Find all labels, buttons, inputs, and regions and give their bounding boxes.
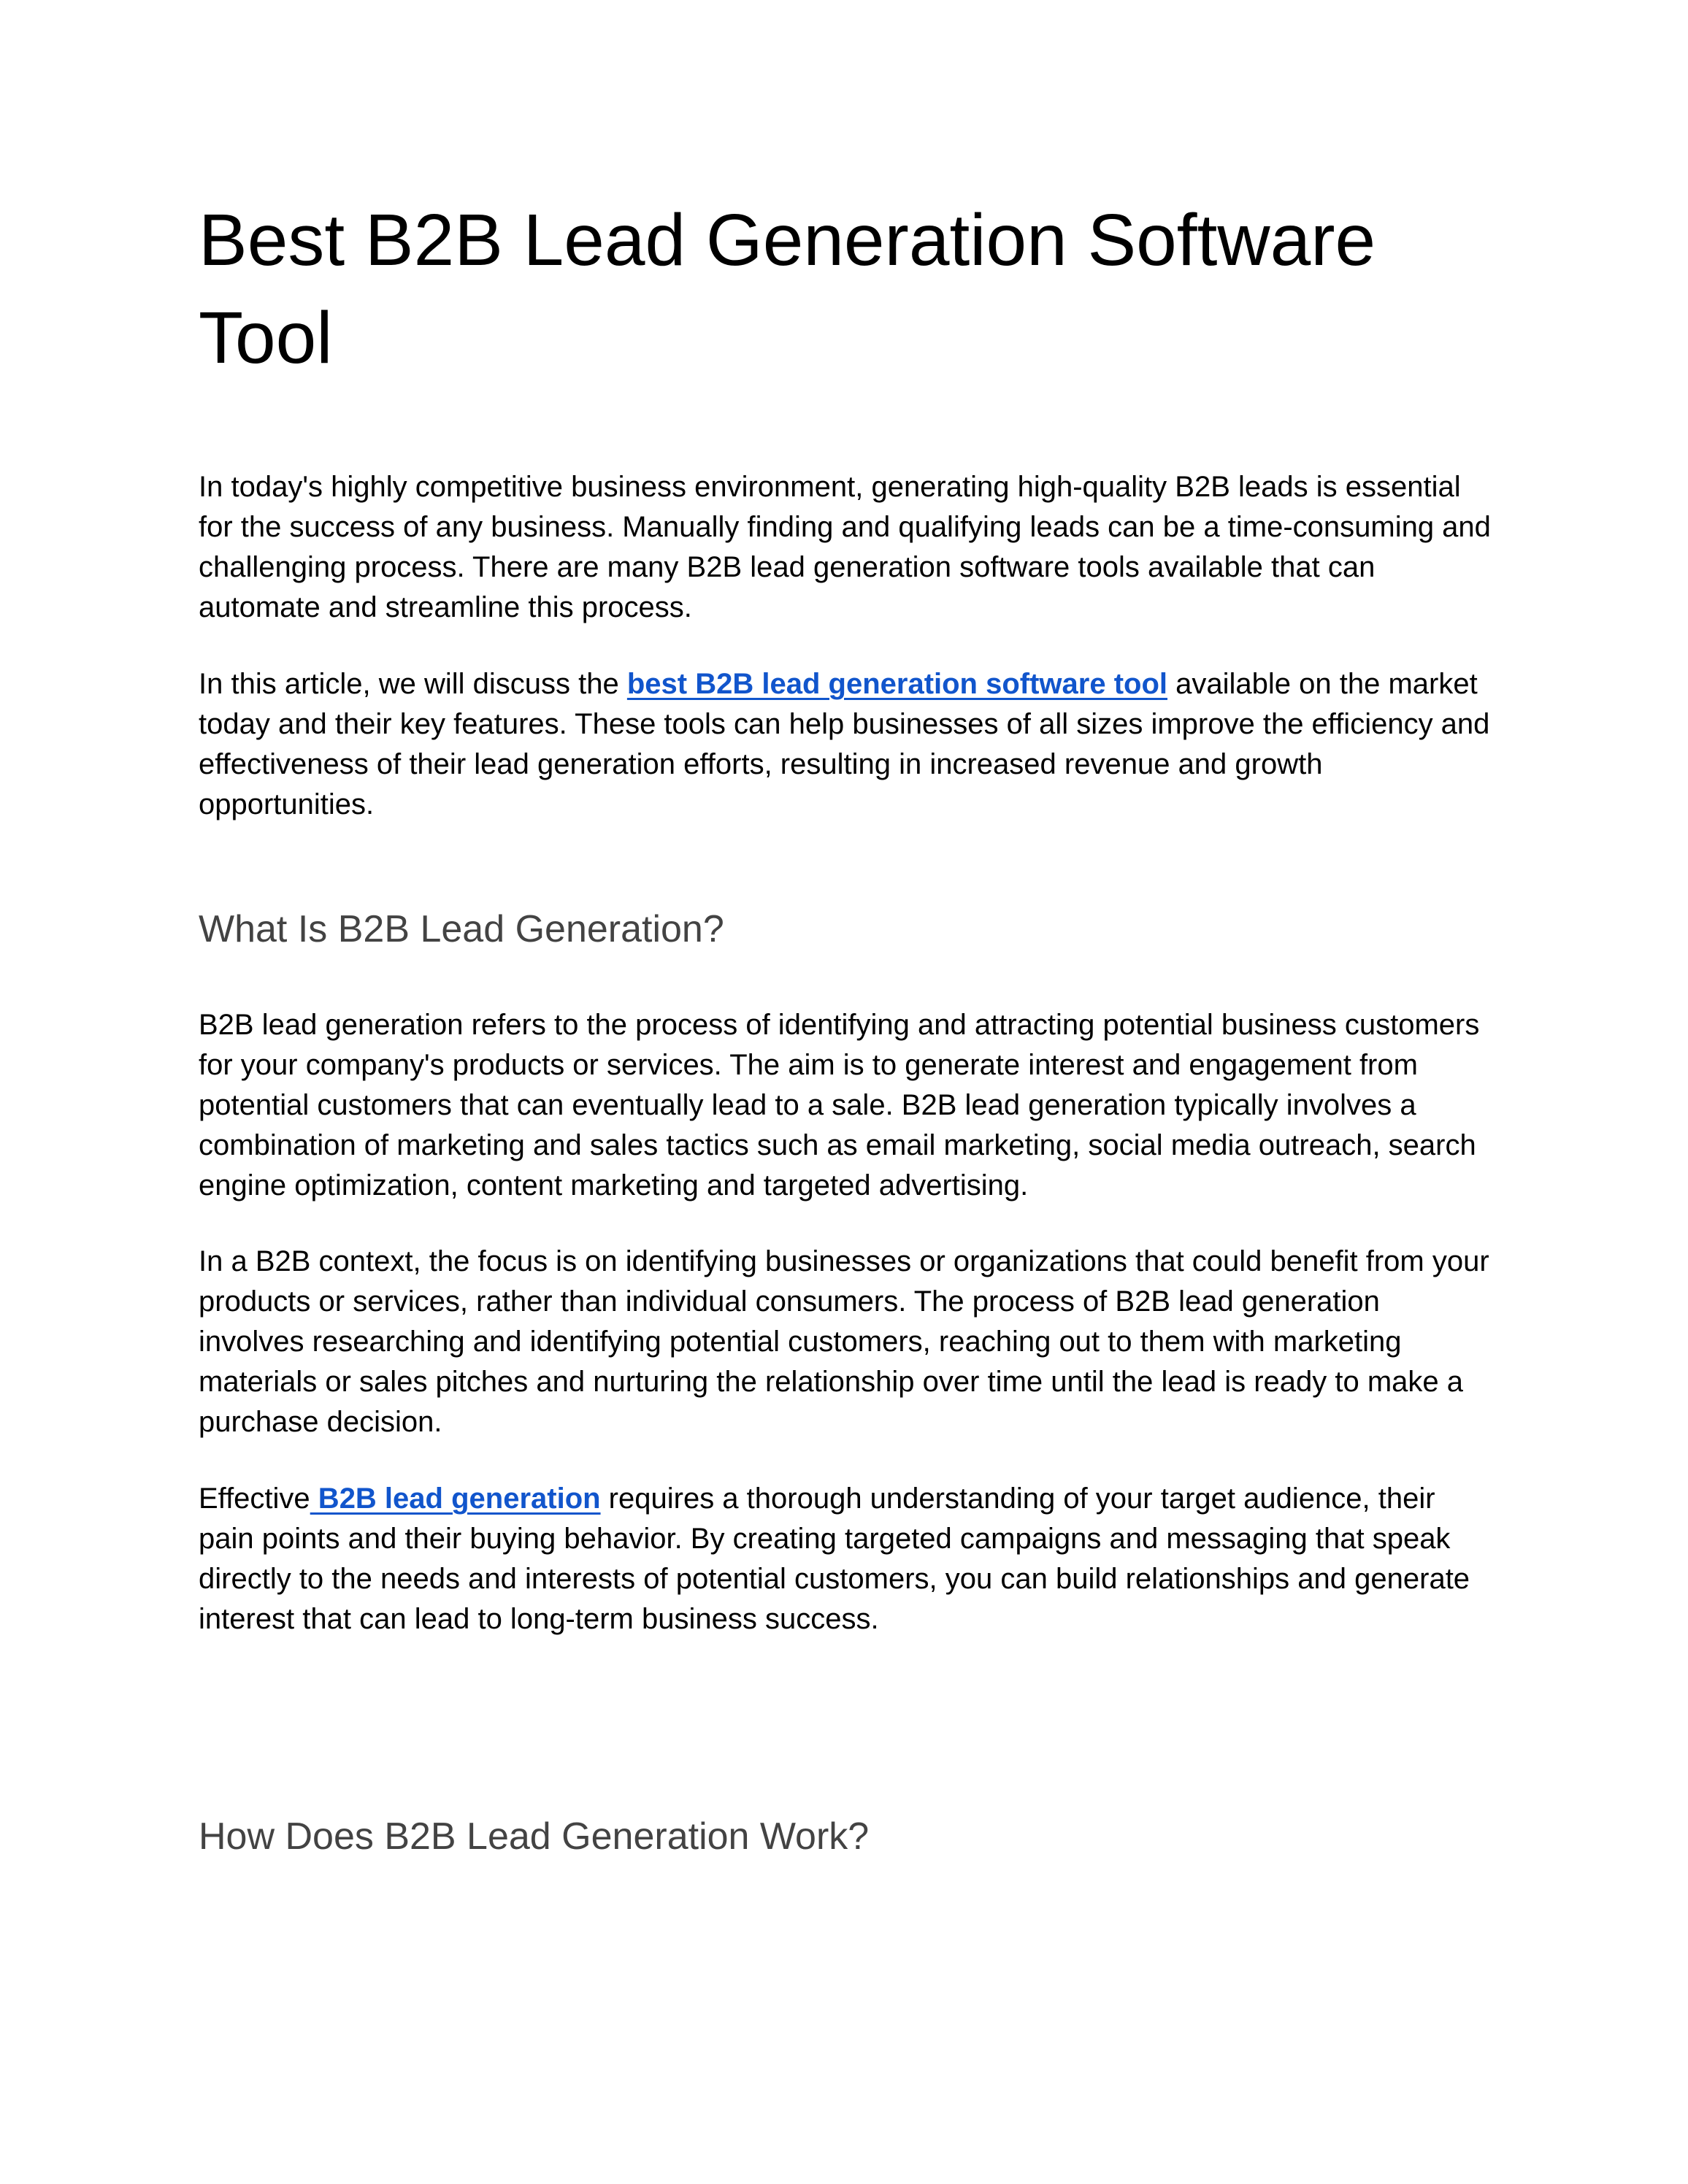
section-heading-how-does-b2b-lead-generation-work: How Does B2B Lead Generation Work? bbox=[199, 1815, 870, 1858]
section1-paragraph-3-text-before: Effective bbox=[199, 1483, 310, 1515]
article-paragraph-text-after: available on the market today and their key features. These tools can help businesses of all sizes improve the efficiency and effectiveness of their lead generation efforts, resulting in increased revenue and growth opportunities. bbox=[199, 668, 1490, 820]
section1-paragraph-2: In a B2B context, the focus is on identifying businesses or organizations that could benefit from your products or services, rather than individual consumers. The process of B2B lead generation involves researching and identifying potential customers, reaching out to them with marketing materials or sales pitches and nurturing the relationship over time until the lead is ready to make a purchase decision. bbox=[199, 1245, 1489, 1438]
article-paragraph bbox=[199, 664, 1491, 825]
document-title: Best B2B Lead Generation Software Tool bbox=[199, 199, 1376, 379]
b2b-lead-generation-link[interactable]: B2B lead generation bbox=[310, 1483, 601, 1515]
section1-paragraph-3 bbox=[199, 1479, 1491, 1639]
article-paragraph-text-before: In this article, we will discuss the bbox=[199, 668, 627, 700]
intro-paragraph: In today's highly competitive business environment, generating high-quality B2B leads is essential for the success of any business. Manually finding and qualifying leads can be a time-consuming and challenging process. There are many B2B lead generation software tools available that can automate and streamline this process. bbox=[199, 471, 1491, 623]
section1-paragraph-3-text-after: requires a thorough understanding of your target audience, their pain points and their buying behavior. By creating targeted campaigns and messaging that speak directly to the needs and interests of potential customers, you can build relationships and generate interest that can lead to long-term business success. bbox=[199, 1483, 1470, 1635]
section-heading-what-is-b2b-lead-generation: What Is B2B Lead Generation? bbox=[199, 908, 724, 950]
section1-paragraph-1: B2B lead generation refers to the process of identifying and attracting potential business customers for your company's products or services. The aim is to generate interest and engagement from potential customers that can eventually lead to a sale. B2B lead generation typically involves a combination of marketing and sales tactics such as email marketing, social media outreach, search engine optimization, content marketing and targeted advertising. bbox=[199, 1009, 1480, 1201]
best-b2b-lead-generation-software-tool-link[interactable]: best B2B lead generation software tool bbox=[626, 668, 1168, 700]
